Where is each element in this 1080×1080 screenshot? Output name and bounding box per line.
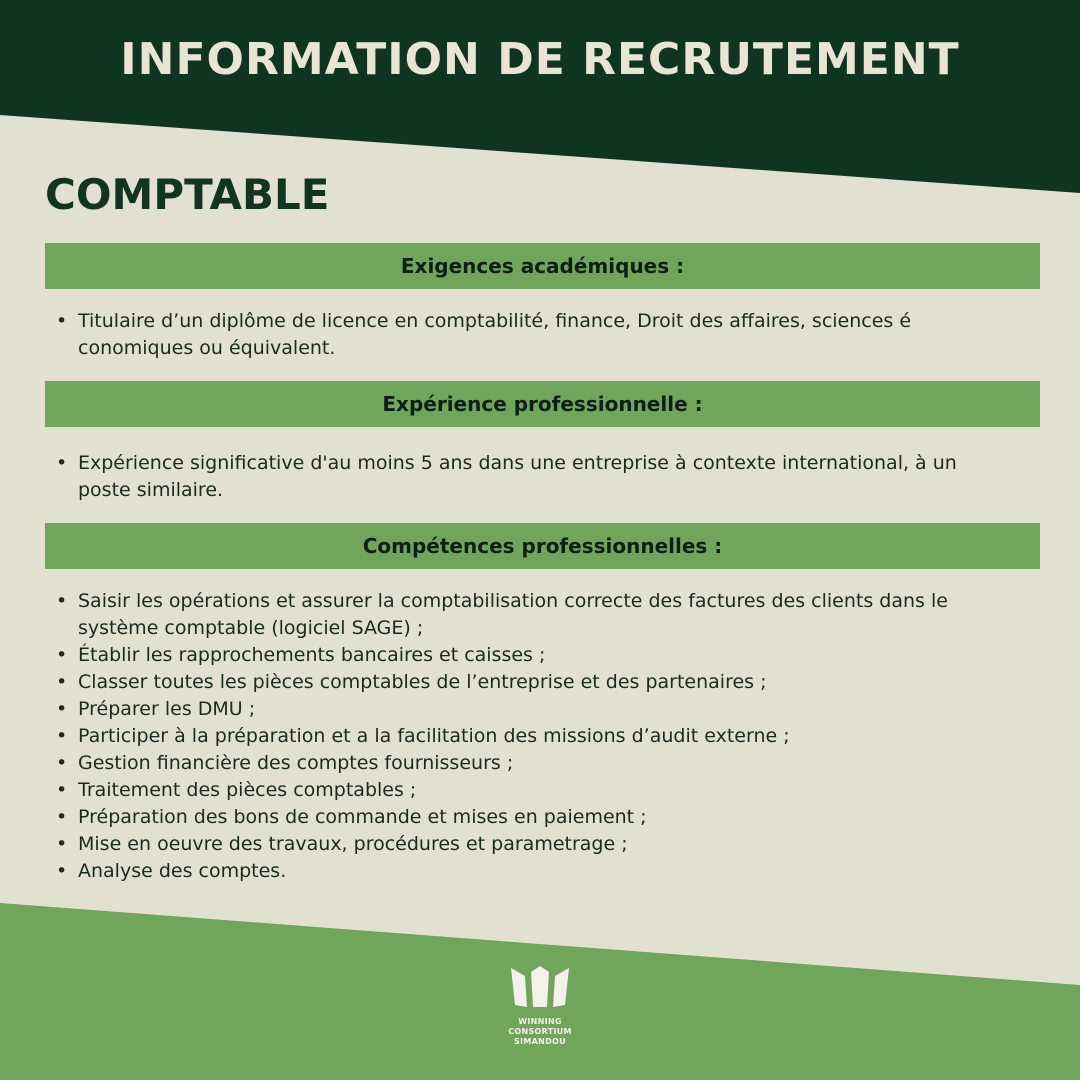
section-heading-skills: Compétences professionnelles : [45,523,1040,569]
list-item: • Traitement des pièces comptables ; [48,777,1008,804]
list-item: • Préparer les DMU ; [48,696,1008,723]
logo-line: WINNING [518,1017,562,1026]
academic-requirements-list [48,308,1008,362]
experience-list [48,450,1008,504]
list-item: • Analyse des comptes. [48,858,1008,885]
logo-wordmark [497,1017,583,1047]
list-item: • Titulaire d’un diplôme de licence en comptabilité, finance, Droit des affaires, sciences é conomiques ou équivalent. [48,308,1008,362]
skills-list [48,588,1008,885]
list-item: • Classer toutes les pièces comptables de l’entreprise et des partenaires ; [48,669,1008,696]
section-heading-experience: Expérience professionnelle : [45,381,1040,427]
page-header-title: INFORMATION DE RECRUTEMENT [120,34,960,85]
list-item: • Expérience significative d'au moins 5 ans dans une entreprise à contexte international, à un poste similaire. [48,450,1008,504]
job-title: COMPTABLE [45,170,330,219]
logo-line: SIMANDOU [514,1037,566,1046]
company-logo [497,965,583,1047]
list-item: • Mise en oeuvre des travaux, procédures et parametrage ; [48,831,1008,858]
logo-mark-icon [509,965,571,1009]
logo-line: CONSORTIUM [508,1027,572,1036]
list-item: • Saisir les opérations et assurer la comptabilisation correcte des factures des clients dans le système comptable (logiciel SAGE) ; [48,588,1008,642]
list-item: • Participer à la préparation et a la facilitation des missions d’audit externe ; [48,723,1008,750]
section-heading-academic: Exigences académiques : [45,243,1040,289]
list-item: • Gestion financière des comptes fournisseurs ; [48,750,1008,777]
header-band [0,0,1080,193]
list-item: • Établir les rapprochements bancaires et caisses ; [48,642,1008,669]
list-item: • Préparation des bons de commande et mises en paiement ; [48,804,1008,831]
